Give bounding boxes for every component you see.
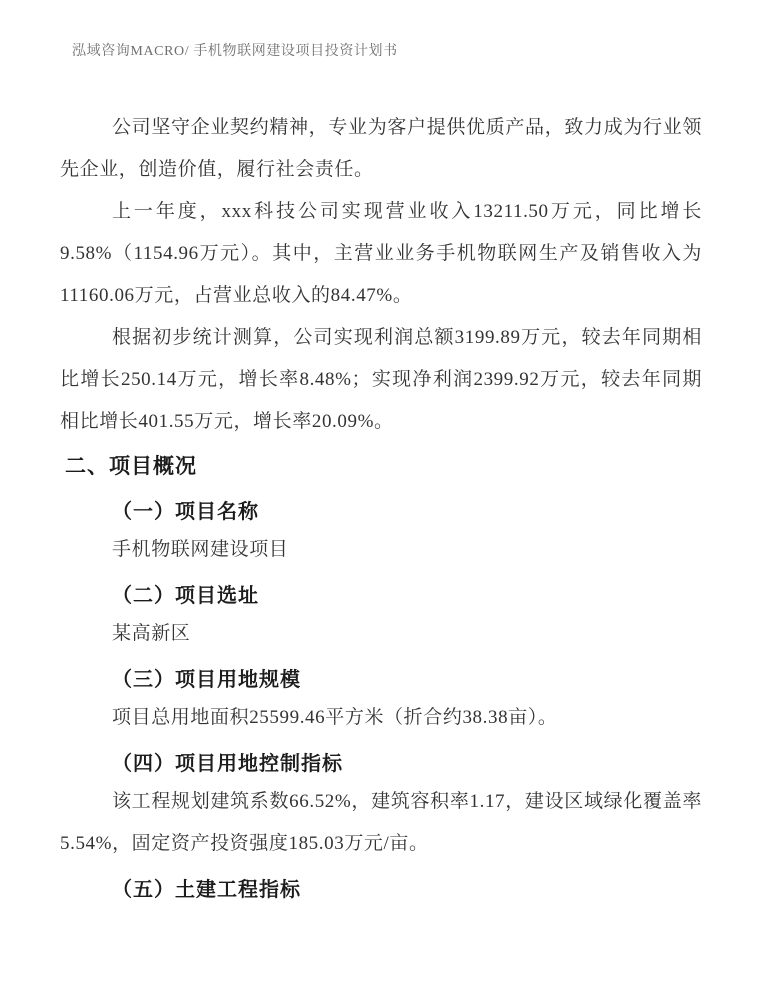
- subsection-body-project-name: 手机物联网建设项目: [112, 539, 289, 560]
- subsection-heading-land-control-index: （四）项目用地控制指标: [112, 753, 343, 775]
- subsection-heading-land-scale: （三）项目用地规模: [112, 669, 301, 691]
- subsection-body-land-scale: 项目总用地面积25599.46平方米（折合约38.38亩）。: [112, 707, 558, 728]
- intro-paragraph-1: 公司坚守企业契约精神，专业为客户提供优质产品，致力成为行业领先企业，创造价值，履行社会责任。: [60, 117, 702, 180]
- subsection-heading-project-site: （二）项目选址: [112, 585, 259, 607]
- intro-paragraph-3: 根据初步统计测算，公司实现利润总额3199.89万元，较去年同期相比增长250.14万元，增长率8.48%；实现净利润2399.92万元，较去年同期相比增长401.55万元，增长率20.09%。: [60, 327, 702, 432]
- intro-paragraph-2: 上一年度，xxx科技公司实现营业收入13211.50万元，同比增长9.58%（1154.96万元）。其中，主营业业务手机物联网生产及销售收入为11160.06万元，占营业总收入的84.47%。: [60, 201, 702, 306]
- subsection-body-project-site: 某高新区: [112, 623, 191, 644]
- subsection-heading-project-name: （一）项目名称: [112, 501, 259, 523]
- section-title-project-overview: 二、项目概况: [65, 454, 197, 478]
- subsection-heading-civil-engineering-index: （五）土建工程指标: [112, 879, 301, 901]
- document-body: [60, 107, 702, 907]
- document-header-title: 泓域咨询MACRO/ 手机物联网建设项目投资计划书: [72, 44, 398, 59]
- subsection-body-land-control-index: 该工程规划建筑系数66.52%，建筑容积率1.17，建设区域绿化覆盖率5.54%，固定资产投资强度185.03万元/亩。: [60, 791, 702, 854]
